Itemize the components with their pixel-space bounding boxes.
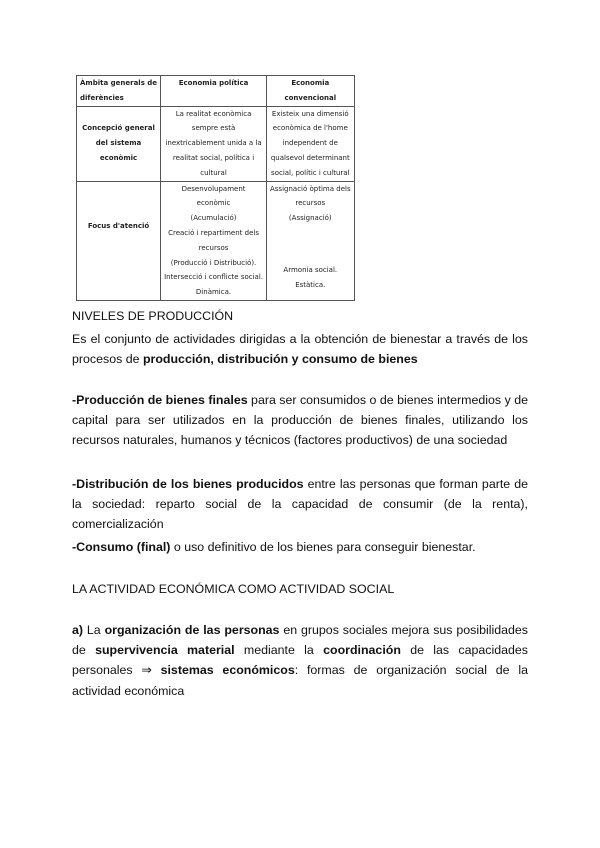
table-header-cell <box>267 76 355 107</box>
cell-line: cultural <box>200 168 227 177</box>
section-title-produccion: NIVELES DE PRODUCCIÓN <box>72 309 234 323</box>
row-label-line: econòmic <box>99 153 138 162</box>
social-activity-paragraph <box>72 620 528 701</box>
bold-term: organización de las personas <box>104 623 280 637</box>
cell-line: realitat social, política i <box>172 153 255 162</box>
bold-term: supervivencia material <box>95 643 235 658</box>
political-cell <box>161 181 267 300</box>
bold-term: sistemas económicos <box>160 663 295 678</box>
section-title-actividad: LA ACTIVIDAD ECONÓMICA COMO ACTIVIDAD SOCIAL <box>72 582 395 596</box>
comparison-table <box>76 75 355 301</box>
cell-line: Assignació òptima dels <box>270 184 351 193</box>
distribution-paragraph <box>72 474 528 535</box>
cell-line: independent de <box>282 139 338 148</box>
paragraph-text: en grupos sociales mejora sus posibilidades de <box>72 623 528 658</box>
cell-line: econòmica de l'home <box>272 124 348 133</box>
paragraph-text: de las capacidades personales ⇒ <box>72 643 529 678</box>
table-header-cell: Economia política <box>161 76 267 107</box>
cell-line: Existeix una dimensió <box>271 109 349 118</box>
cell-line: Armonia social. <box>283 265 338 274</box>
cell-line: (Producció i Distribució). <box>170 258 257 267</box>
row-label-line: del sistema <box>95 139 142 148</box>
distribution-text: entre las personas que forman parte de la sociedad: reparto social de la capacidad de consumir (de la renta), comercialización <box>72 477 528 532</box>
table-row <box>77 106 355 181</box>
production-label: -Producción de bienes finales <box>72 393 248 407</box>
row-label-line: Focus d'atenció <box>87 221 150 230</box>
table-header-row <box>77 76 355 107</box>
cell-line: inextricablement unida a la <box>165 139 262 148</box>
cell-line: social, polític i cultural <box>271 168 350 177</box>
cell-line: Intersecció i conflicte social. <box>164 273 263 282</box>
header-text: diferències <box>80 93 124 102</box>
consumption-label: -Consumo (final) <box>72 540 171 554</box>
table-row <box>77 181 355 300</box>
cell-line: Estàtica. <box>295 280 326 289</box>
production-paragraph <box>72 390 528 451</box>
cell-line: sempre està <box>191 124 236 133</box>
cell-line: recursos <box>295 199 326 208</box>
header-text: Àmbita generals de <box>80 79 158 87</box>
conventional-cell <box>267 106 355 181</box>
production-text: para ser consumidos o de bienes intermedios y de capital para ser utilizados en la producción de bienes finales, utilizando los recursos naturales, humanos y técnicos (factores productivos) de una sociedad <box>72 393 528 448</box>
item-marker: a) <box>72 623 84 637</box>
paragraph-text: mediante la <box>234 643 324 658</box>
row-label-line: Concepció general <box>82 124 155 133</box>
conventional-cell <box>267 181 355 300</box>
intro-paragraph <box>72 329 528 369</box>
consumption-text: o uso definitivo de los bienes para conseguir bienestar. <box>170 540 476 554</box>
bold-term: coordinación <box>323 643 401 658</box>
table-header-cell <box>77 76 161 107</box>
header-text: Economia <box>291 79 330 87</box>
cell-spacer <box>270 226 351 263</box>
cell-line: (Acumulació) <box>190 214 237 223</box>
cell-line: Creació i repartiment dels <box>168 228 259 237</box>
header-text: convencional <box>284 93 337 102</box>
cell-line: La realitat econòmica <box>175 109 252 118</box>
paragraph-text: : formas de organización social de la actividad económica <box>72 663 528 698</box>
distribution-label: -Distribución de los bienes producidos <box>72 477 304 491</box>
cell-line: Desenvolupament <box>181 184 246 193</box>
row-label-cell <box>77 106 161 181</box>
paragraph-text: La <box>83 623 105 637</box>
political-cell <box>161 106 267 181</box>
cell-line: Dinàmica. <box>195 288 232 297</box>
cell-line: (Assignació) <box>288 214 332 223</box>
consumption-paragraph <box>72 537 528 557</box>
cell-line: econòmic <box>196 199 231 208</box>
intro-bold-text: producción, distribución y consumo de bienes <box>142 352 418 367</box>
cell-line: recursos <box>198 243 229 252</box>
intro-text: Es el conjunto de actividades dirigidas a la obtención de bienestar a través de los procesos de <box>72 332 528 367</box>
row-label-cell <box>77 181 161 300</box>
cell-line: qualsevol determinant <box>270 153 350 162</box>
